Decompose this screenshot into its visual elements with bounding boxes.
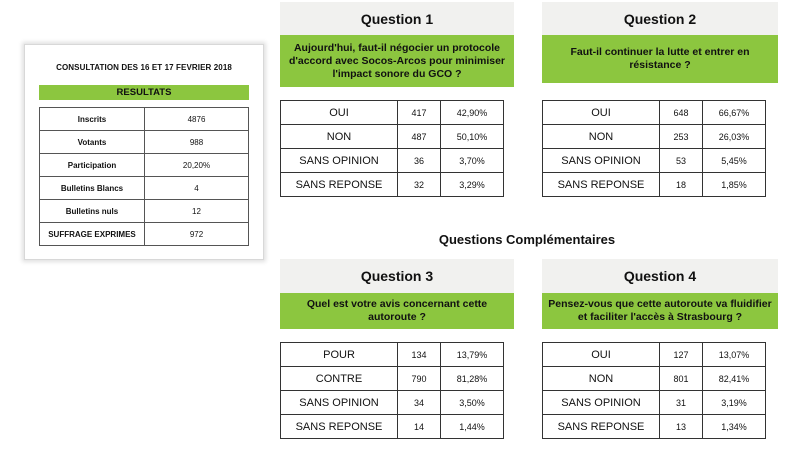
results-band: RESULTATS [39, 85, 249, 100]
answer-count: 127 [660, 343, 703, 367]
table-row [40, 131, 249, 154]
row-label: Bulletins Blancs [40, 177, 145, 200]
table-row [281, 101, 504, 125]
answer-count: 648 [660, 101, 703, 125]
table-row [543, 415, 766, 439]
table-row [543, 125, 766, 149]
question-2-title: Question 2 [542, 2, 778, 36]
table-row [281, 125, 504, 149]
answer-label: CONTRE [281, 367, 398, 391]
question-3-title: Question 3 [280, 259, 514, 293]
answer-count: 14 [398, 415, 441, 439]
question-3-text: Quel est votre avis concernant cette autoroute ? [280, 293, 514, 329]
row-value: 12 [145, 200, 249, 223]
answer-label: NON [543, 125, 660, 149]
row-label: SUFFRAGE EXPRIMES [40, 223, 145, 246]
table-row [40, 108, 249, 131]
answer-label: NON [543, 367, 660, 391]
question-4-title: Question 4 [542, 259, 778, 293]
answer-percent: 3,19% [703, 391, 766, 415]
answer-count: 417 [398, 101, 441, 125]
table-row [281, 173, 504, 197]
row-label: Inscrits [40, 108, 145, 131]
answer-percent: 82,41% [703, 367, 766, 391]
answer-count: 790 [398, 367, 441, 391]
question-1-table [280, 100, 504, 197]
table-row [281, 415, 504, 439]
question-2-table [542, 100, 766, 197]
table-row [40, 154, 249, 177]
answer-count: 31 [660, 391, 703, 415]
answer-count: 801 [660, 367, 703, 391]
answer-label: POUR [281, 343, 398, 367]
table-row [281, 149, 504, 173]
answer-count: 36 [398, 149, 441, 173]
answer-percent: 3,29% [441, 173, 504, 197]
answer-count: 53 [660, 149, 703, 173]
row-value: 988 [145, 131, 249, 154]
table-row [281, 391, 504, 415]
answer-count: 487 [398, 125, 441, 149]
answer-percent: 1,44% [441, 415, 504, 439]
answer-count: 134 [398, 343, 441, 367]
answer-percent: 81,28% [441, 367, 504, 391]
table-row [40, 200, 249, 223]
answer-percent: 1,85% [703, 173, 766, 197]
answer-count: 253 [660, 125, 703, 149]
question-3-table [280, 342, 504, 439]
answer-percent: 66,67% [703, 101, 766, 125]
answer-percent: 1,34% [703, 415, 766, 439]
answer-label: NON [281, 125, 398, 149]
consultation-title: CONSULTATION DES 16 ET 17 FEVRIER 2018 [56, 63, 232, 72]
question-2-text: Faut-il continuer la lutte et entrer en résistance ? [542, 35, 778, 83]
table-row [543, 367, 766, 391]
answer-label: SANS OPINION [281, 391, 398, 415]
table-row [543, 173, 766, 197]
answer-label: OUI [543, 343, 660, 367]
answer-percent: 42,90% [441, 101, 504, 125]
table-row [543, 391, 766, 415]
table-row [543, 149, 766, 173]
table-row [543, 343, 766, 367]
results-table [39, 107, 249, 246]
question-4-table [542, 342, 766, 439]
answer-percent: 3,70% [441, 149, 504, 173]
answer-label: SANS OPINION [543, 149, 660, 173]
table-row [281, 343, 504, 367]
row-value: 20,20% [145, 154, 249, 177]
table-row [281, 367, 504, 391]
question-1-text: Aujourd'hui, faut-il négocier un protocole d'accord avec Socos-Arcos pour minimiser l'impact sonore du GCO ? [280, 35, 514, 87]
answer-count: 34 [398, 391, 441, 415]
answer-count: 18 [660, 173, 703, 197]
answer-label: SANS REPONSE [543, 173, 660, 197]
answer-percent: 50,10% [441, 125, 504, 149]
answer-percent: 5,45% [703, 149, 766, 173]
question-4-text: Pensez-vous que cette autoroute va fluidifier et faciliter l'accès à Strasbourg ? [542, 293, 778, 329]
answer-percent: 26,03% [703, 125, 766, 149]
results-card [24, 44, 264, 260]
answer-count: 32 [398, 173, 441, 197]
row-value: 972 [145, 223, 249, 246]
answer-label: SANS REPONSE [281, 415, 398, 439]
row-label: Bulletins nuls [40, 200, 145, 223]
answer-label: SANS REPONSE [543, 415, 660, 439]
answer-label: OUI [281, 101, 398, 125]
table-row [40, 223, 249, 246]
question-1-title: Question 1 [280, 2, 514, 36]
row-value: 4876 [145, 108, 249, 131]
answer-count: 13 [660, 415, 703, 439]
row-label: Participation [40, 154, 145, 177]
table-row [543, 101, 766, 125]
answer-percent: 3,50% [441, 391, 504, 415]
row-value: 4 [145, 177, 249, 200]
answer-label: SANS OPINION [281, 149, 398, 173]
complementary-questions-heading: Questions Complémentaires [438, 232, 616, 247]
row-label: Votants [40, 131, 145, 154]
answer-label: OUI [543, 101, 660, 125]
answer-percent: 13,07% [703, 343, 766, 367]
answer-label: SANS OPINION [543, 391, 660, 415]
table-row [40, 177, 249, 200]
answer-percent: 13,79% [441, 343, 504, 367]
answer-label: SANS REPONSE [281, 173, 398, 197]
